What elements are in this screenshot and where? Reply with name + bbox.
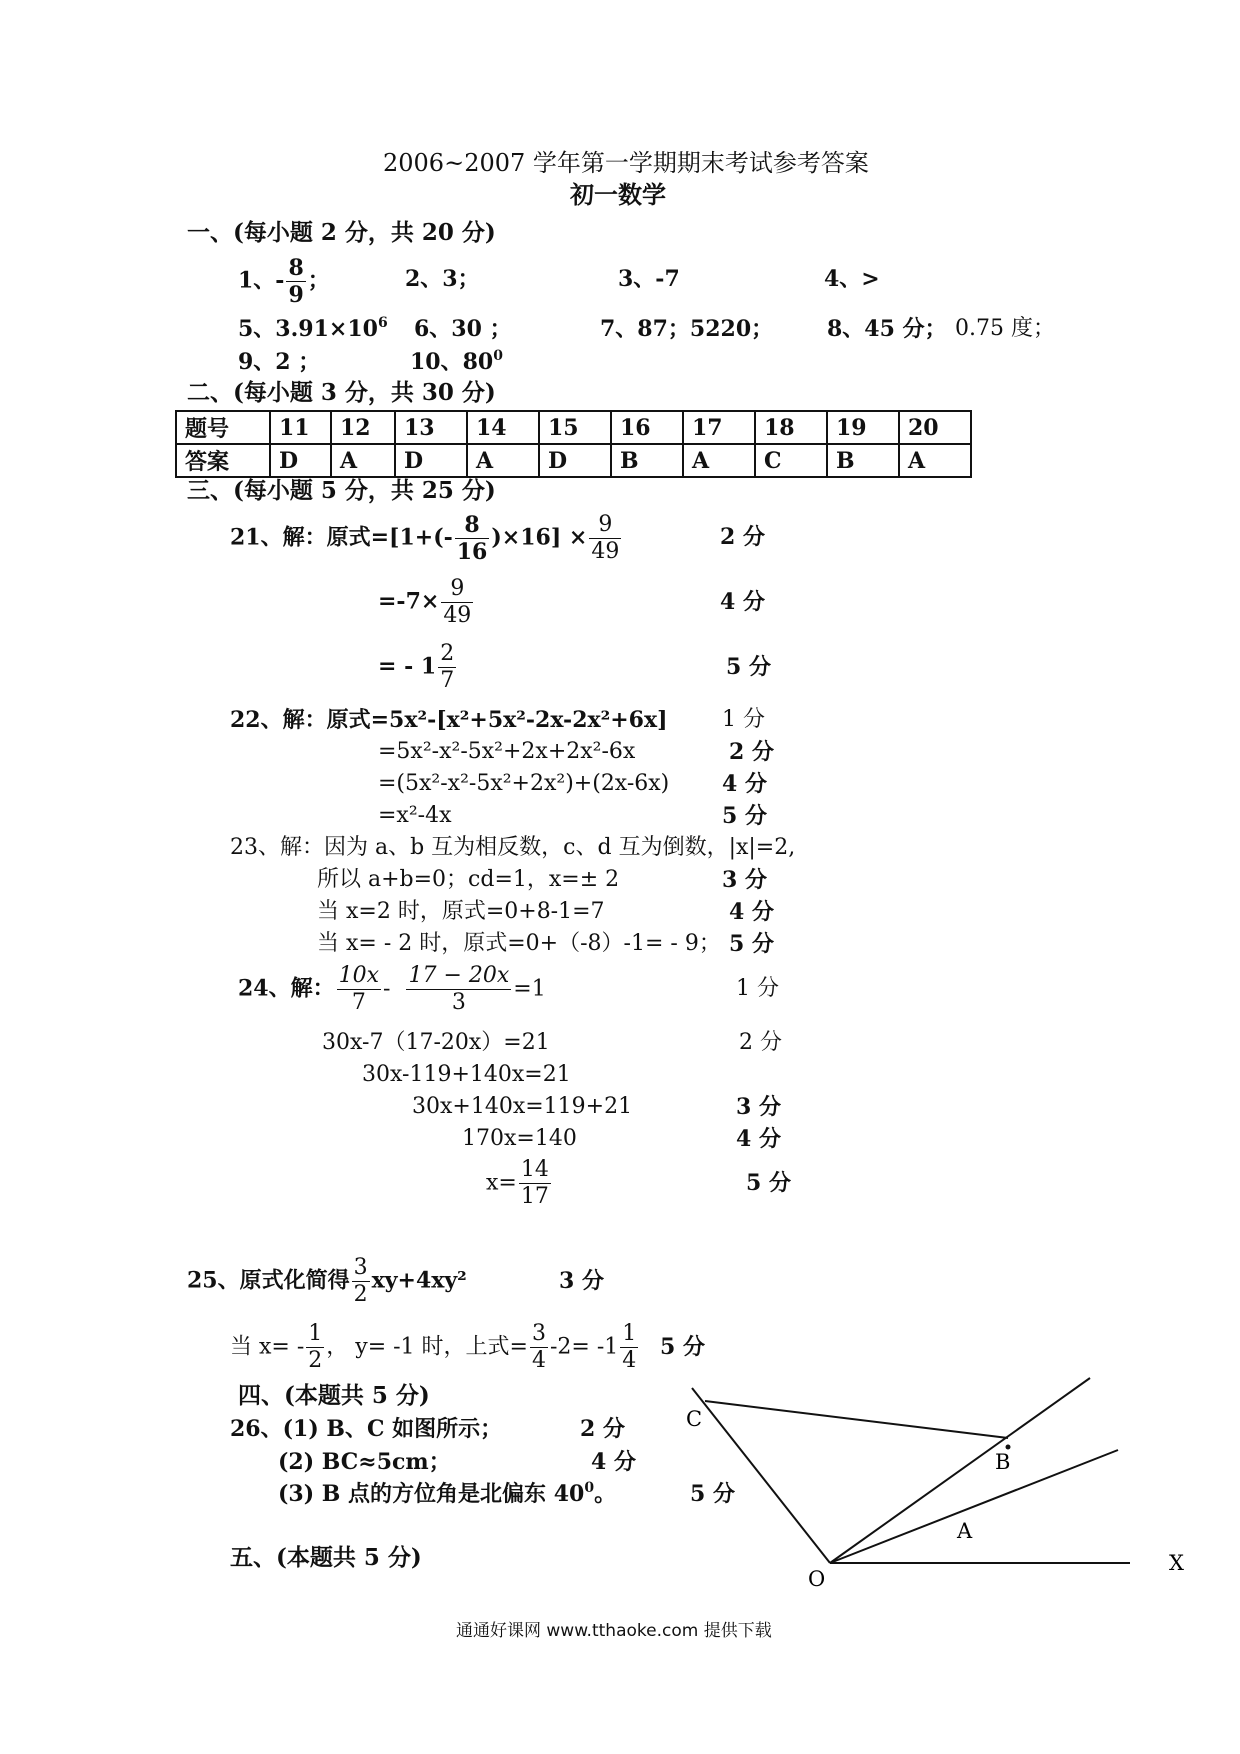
q21-score-3: 5 分 [726,654,771,680]
label-a: A [957,1519,973,1543]
q21-line-2: =-7× $\frac{9}{49}$ [378,576,472,628]
q26-score-1: 2 分 [580,1416,625,1442]
q22-line-1: 22、解：原式=5x²-[x²+5x²-2x-2x²+6x] [230,707,668,733]
q24-score-4: 3 分 [736,1094,781,1120]
q23-line-1: 23、解：因为 a、b 互为相反数，c、d 互为倒数，|x|=2, [230,835,796,860]
answer-q6: 6、30 ； [414,316,512,342]
q25-line-2: 当 x= - $\frac{1}{2}$ ， y= -1 时，上式= $\frac{3}{4}$ -2= -1 $\frac{1}{4}$ [230,1321,637,1373]
subject-title: 初一数学 [570,180,666,209]
q26-line-3: (3) B 点的方位角是北偏东 $40^0$。 [278,1480,617,1507]
q22-score-2: 2 分 [729,739,774,765]
table-cell: 14 [467,411,539,444]
label-b: B [995,1450,1011,1474]
table-cell: B [827,444,899,477]
q26-score-2: 4 分 [591,1449,636,1475]
label-o: O [808,1567,826,1591]
section-2-heading: 二、(每小题 3 分，共 30 分) [187,379,496,406]
fraction: $\frac{1}{2}$ [308,1321,323,1373]
table-cell: B [611,444,683,477]
answer-q4: 4、> [824,266,880,292]
answer-q2: 2、3； [405,266,480,292]
fraction: $\frac{9}{49}$ [591,512,620,564]
fraction: $\frac{1}{4}$ [622,1321,637,1373]
document-title: 2006~2007 学年第一学期期末考试参考答案 [383,149,869,177]
table-cell: C [755,444,827,477]
answer-q9: 9、2 ； [238,349,321,375]
q25-score-1: 3 分 [559,1268,604,1294]
q23-line-3: 当 x=2 时，原式=0+8-1=7 [317,899,605,924]
answer-q8-minutes: 8、45 分； [827,316,947,342]
q24-score-5: 4 分 [736,1126,781,1152]
answer-q7: 7、87；5220； [600,316,774,342]
answer-q10: 10、$80^0$ [410,348,503,375]
q24-line-1: 24、解： $\frac{10x}{7}$ - $\frac{17 - 20x}{3}$ =1 [238,963,546,1015]
q23-score-3: 4 分 [729,899,774,925]
q25-score-2: 5 分 [660,1334,705,1360]
q25-line-1: 25、原式化简得 $\frac{3}{2}$ xy+4xy² [187,1255,467,1307]
answer-q5: 5、$3.91\times 10^6$ [238,315,388,342]
table-cell: 12 [331,411,395,444]
table-cell: 13 [395,411,467,444]
fraction: $\frac{10x}{7}$ [338,963,380,1015]
fraction: $\frac{3}{2}$ [353,1255,368,1307]
q24-line-5: 170x=140 [462,1126,577,1151]
q21-score-1: 2 分 [720,524,765,550]
fraction: $\frac{14}{17}$ [520,1157,549,1209]
table-cell: 19 [827,411,899,444]
fraction: $\frac{8}{16}$ [456,512,488,565]
q26-line-1: 26、(1) B、C 如图所示； [230,1416,503,1442]
q24-score-6: 5 分 [746,1170,791,1196]
answer-q1: 1、- $\frac{8}{9}$ ； [238,255,330,308]
fraction: $\frac{8}{9}$ [288,255,304,308]
q21-score-2: 4 分 [720,589,765,615]
table-cell: D [270,444,331,477]
answer-q8-degrees: 0.75 度； [955,316,1055,341]
table-cell: A [331,444,395,477]
q21-line-3: = - 1 $\frac{2}{7}$ [378,641,455,693]
q24-score-2: 2 分 [739,1030,782,1055]
table-cell: 15 [539,411,611,444]
section-5-heading: 五、(本题共 5 分) [230,1544,422,1571]
q23-line-4: 当 x= - 2 时，原式=0+（-8）-1= - 9； [317,931,721,956]
q24-line-2: 30x-7（17-20x）=21 [322,1030,550,1055]
section-4-heading: 四、(本题共 5 分) [238,1382,430,1409]
table-cell: A [467,444,539,477]
q23-line-2: 所以 a+b=0；cd=1，x=± 2 [317,867,620,892]
label-c: C [686,1407,703,1431]
point-b [1006,1445,1011,1450]
section-1-heading: 一、(每小题 2 分，共 20 分) [187,219,496,246]
table-cell: 11 [270,411,331,444]
ray-oa [830,1450,1118,1563]
table-cell: 18 [755,411,827,444]
fraction: $\frac{2}{7}$ [440,641,455,693]
q23-score-2: 3 分 [722,867,767,893]
q26-score-3: 5 分 [690,1481,735,1507]
table-cell: 题号 [176,411,270,444]
table-cell: 20 [899,411,971,444]
q22-score-4: 5 分 [722,803,767,829]
q22-line-3: =(5x²-x²-5x²+2x²)+(2x-6x) [378,771,670,796]
table-cell: D [395,444,467,477]
q24-score-1: 1 分 [736,976,779,1001]
table-cell: D [539,444,611,477]
segment-bc [705,1401,1008,1438]
q24-line-6: x= $\frac{14}{17}$ [486,1157,549,1209]
fraction: $\frac{3}{4}$ [531,1321,546,1373]
q23-score-4: 5 分 [729,931,774,957]
q24-line-3: 30x-119+140x=21 [362,1062,571,1087]
q26-line-2: (2) BC≈5cm； [278,1449,451,1475]
table-cell: A [683,444,755,477]
q21-line-1: 21、解：原式=[1+(- $\frac{8}{16}$ )×16] × $\frac{9}{49}$ [230,512,620,565]
fraction: $\frac{9}{49}$ [443,576,472,628]
table-cell: A [899,444,971,477]
table-cell: 答案 [176,444,270,477]
q22-line-2: =5x²-x²-5x²+2x+2x²-6x [378,739,636,764]
fraction: $\frac{17 - 20x}{3}$ [408,963,510,1015]
answer-q3: 3、-7 [618,266,680,292]
footer-credit: 通通好课网 www.tthaoke.com 提供下载 [456,1621,772,1641]
section-3-heading: 三、(每小题 5 分，共 25 分) [187,477,496,504]
q22-line-4: =x²-4x [378,803,452,828]
table-cell: 16 [611,411,683,444]
q24-line-4: 30x+140x=119+21 [412,1094,633,1119]
table-cell: 17 [683,411,755,444]
q22-score-3: 4 分 [722,771,767,797]
label-x: X [1169,1551,1184,1575]
q22-score-1: 1 分 [722,707,765,732]
